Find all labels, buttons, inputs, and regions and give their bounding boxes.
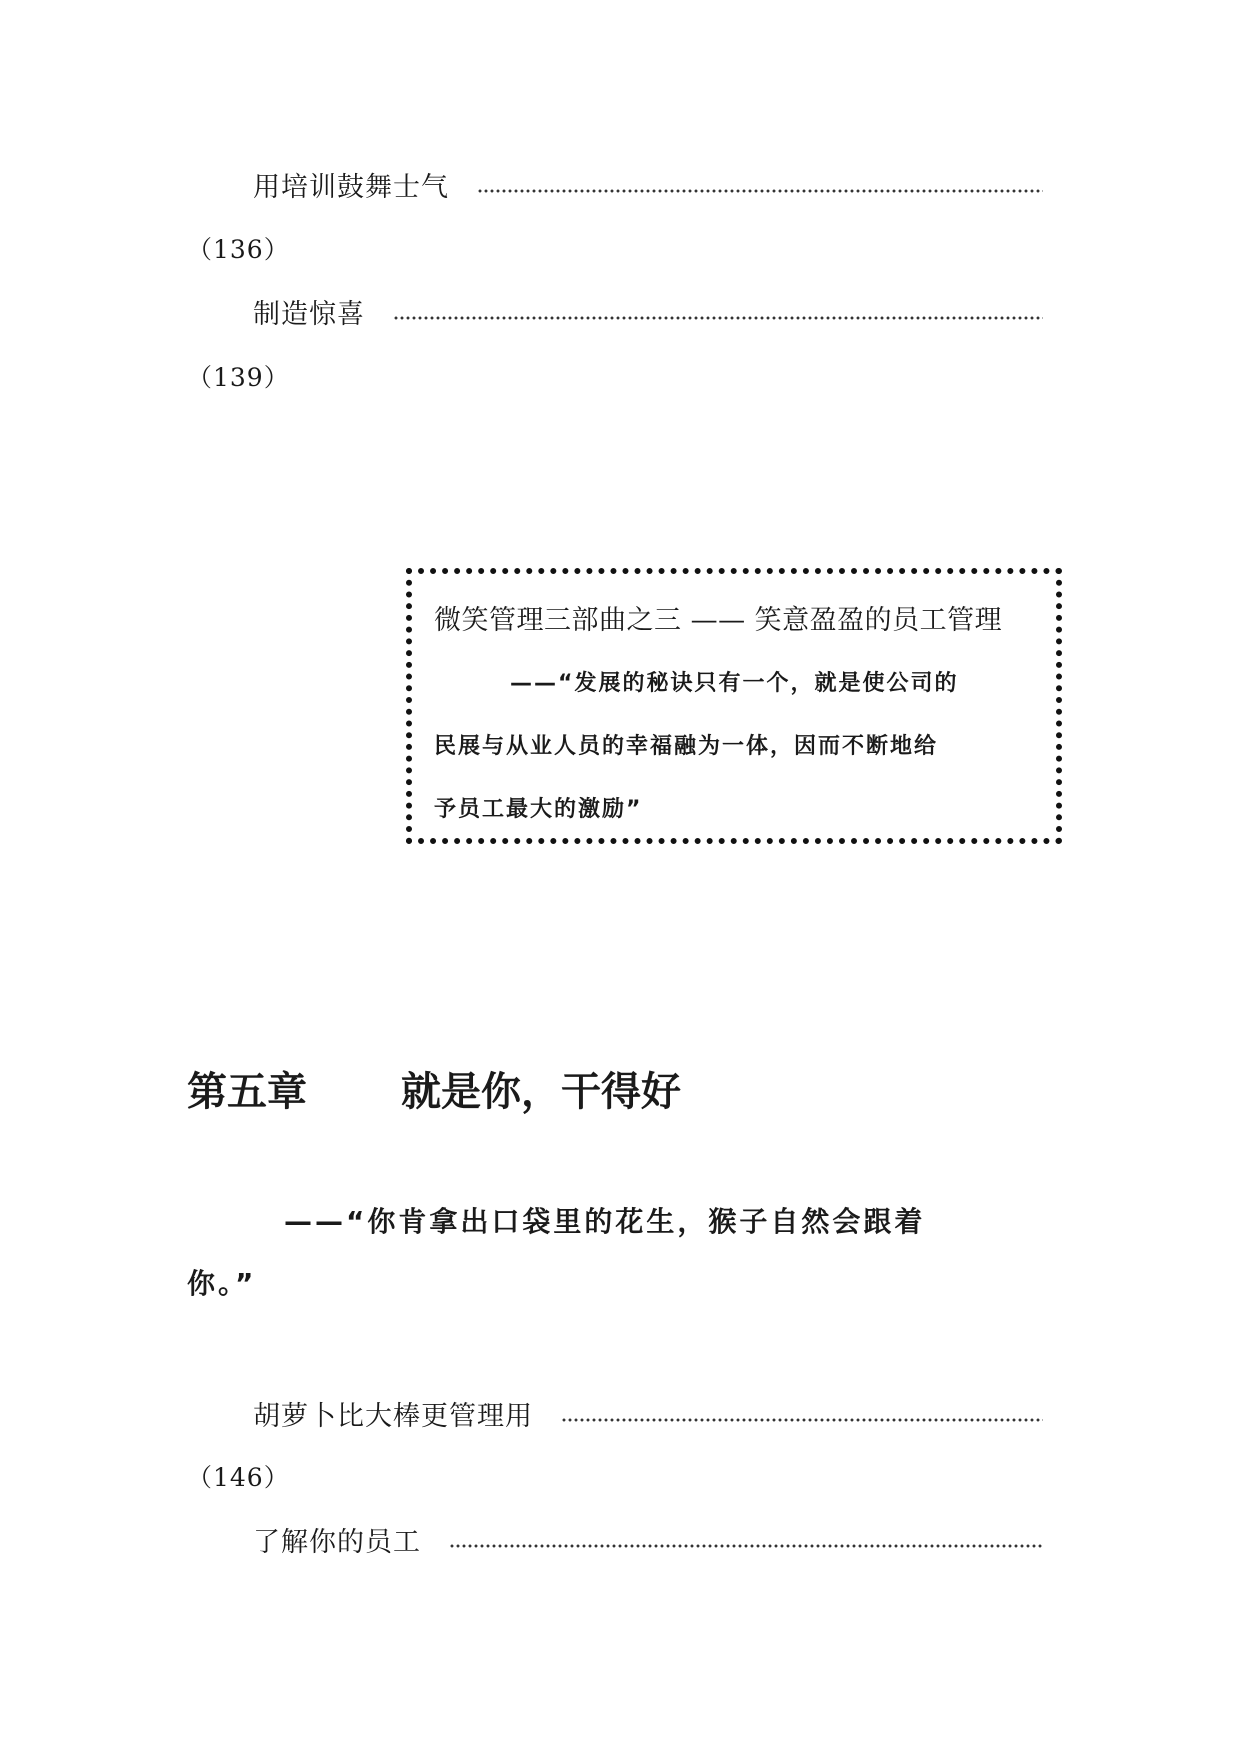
dot-leader [393,291,1043,331]
quote-line: 予员工最大的激励” [434,797,643,822]
toc-entry-carrot[interactable] [253,1393,1043,1433]
chapter-title: 就是你，干得好 [401,1069,681,1115]
toc-entry-title: 制造惊喜 [253,298,365,330]
toc-page-number: （146） [187,1463,290,1492]
chapter-number: 第五章 [187,1069,307,1115]
toc-entry-know-employees[interactable] [253,1519,1043,1559]
toc-entry-surprise[interactable] [253,291,1043,331]
quote-line: ——“发展的秘诀只有一个，就是使公司的 [510,671,959,696]
chapter-epigraph-line: ——“你肯拿出口袋里的花生，猴子自然会跟着 [284,1205,926,1238]
chapter-heading [187,1060,681,1117]
toc-entry-title: 胡萝卜比大棒更管理用 [253,1400,533,1432]
section-title: 微笑管理三部曲之三 —— 笑意盈盈的员工管理 [434,605,1003,636]
section-quote-box [406,568,1062,844]
dot-leader [477,164,1043,204]
chapter-epigraph-line: 你。” [187,1267,257,1300]
toc-entry-training[interactable] [253,164,1043,204]
dot-leader [449,1519,1043,1559]
dot-leader [561,1393,1043,1433]
toc-page-number: （139） [187,363,290,392]
quote-line: 民展与从业人员的幸福融为一体，因而不断地给 [434,734,939,759]
toc-page-number: （136） [187,235,290,264]
toc-entry-title: 了解你的员工 [253,1526,421,1558]
toc-entry-title: 用培训鼓舞士气 [253,171,449,203]
